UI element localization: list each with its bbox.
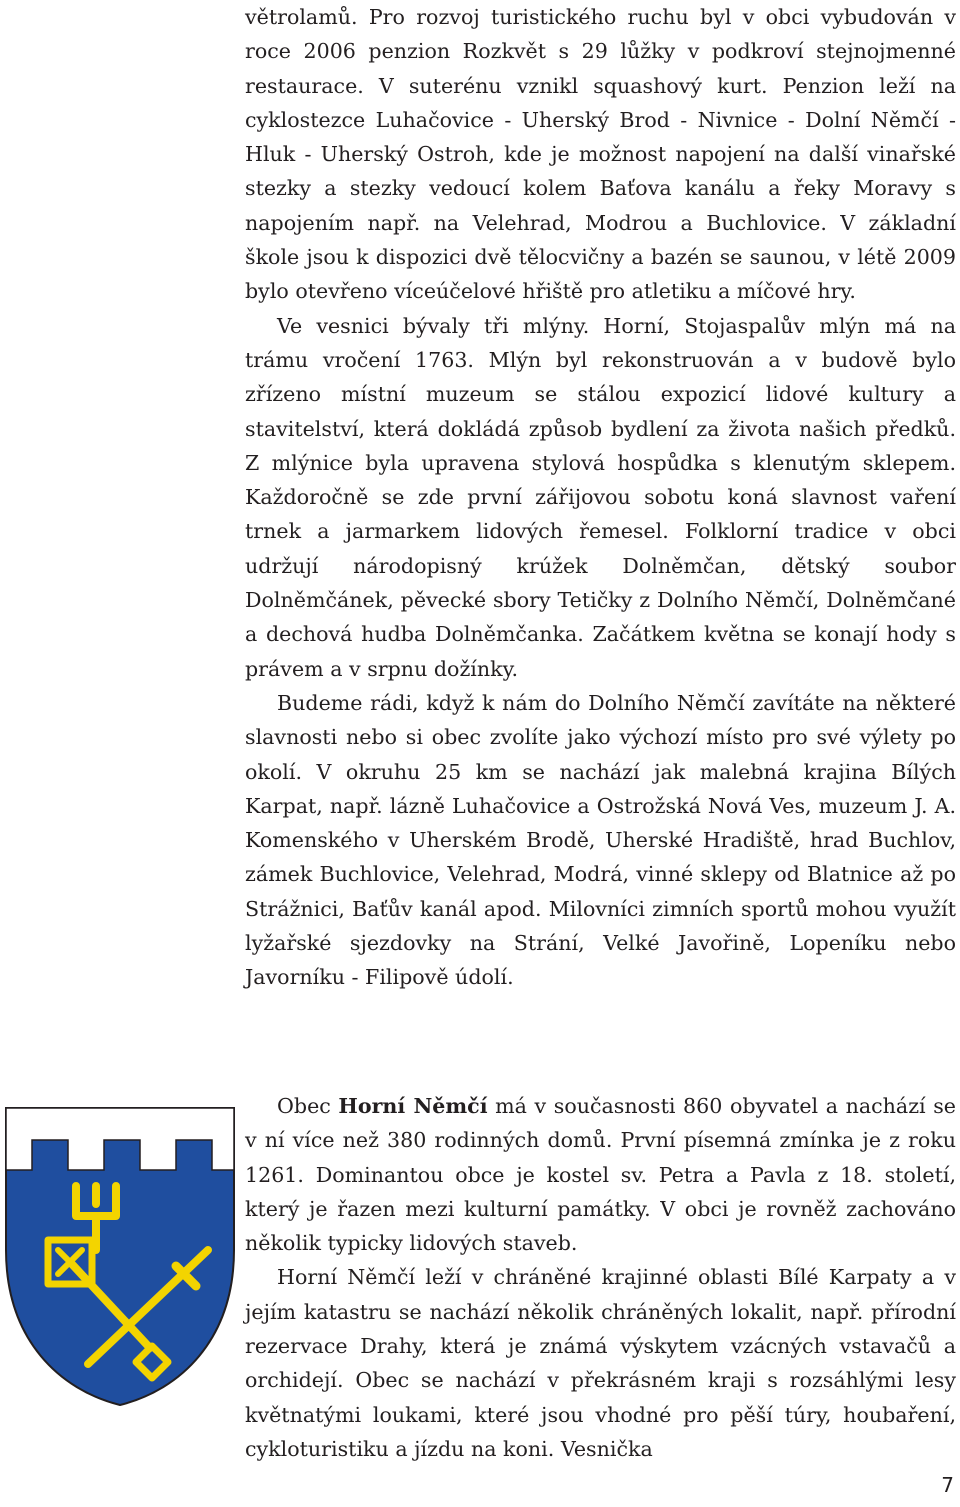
text-run: Obec [277,1094,339,1118]
paragraph: Horní Němčí leží v chráněné krajinné oblasti Bílé Karpaty a v jejím katastru se nachází několik chráněných lokalit, např. přírodní rezervace Drahy, která je známá výskytem vzácných vstavačů a orchidejí. Obec se nachází v překrásném kraji s rozsáhlými lesy květnatými loukami, které jsou vhodné pro pěší túry, houbaření, cykloturistiku a jízdu na koni. Vesnička [245,1265,956,1461]
village-name: Horní Němčí [338,1094,488,1118]
paragraph: větrolamů. Pro rozvoj turistického ruchu byl v obci vybudován v roce 2006 penzion Rozkvět s 29 lůžky v podkroví stejnojmenné restaurace. V suterénu vznikl squashový kurt. Penzion leží na cyklostezce Luhačovice - Uherský Brod - Nivnice - Dolní Němčí - Hluk - Uherský Ostroh, kde je možnost napojení na další vinařské stezky a stezky vedoucí kolem Baťova kanálu a řeky Moravy s napojením např. na Velehrad, Modrou a Buchlovice. V základní škole jsou k dispozici dvě tělocvičny a bazén se saunou, v létě 2009 bylo otevřeno víceúčelové hřiště pro atletiku a míčové hry. [245,5,956,304]
text-run: má v současnosti 860 obyvatel a nachází se v ní více než 380 rodinných domů. První písemná zmínka je z roku 1261. Dominantou obce je kostel sv. Petra a Pavla z 18. století, který je řazen mezi kulturní památky. V obci je rovněž zachováno několik typicky lidových staveb. [245,1094,956,1256]
paragraph: Ve vesnici bývaly tři mlýny. Horní, Stojaspalův mlýn má na trámu vročení 1763. Mlýn byl rekonstruován a v budově bylo zřízeno místní muzeum se stálou expozicí lidové kultury a stavitelství, která dokládá způsob bydlení za života našich předků. Z mlýnice byla upravena stylová hospůdka s klenutým sklepem. Každoročně se zde první zářijovou sobotu koná slavnost vaření trnek a jarmarkem lidových řemesel. Folklorní tradice v obci udržují národopisný krúžek Dolněmčan, dětský soubor Dolněmčánek, pěvecké sbory Tetičky z Dolního Němčí, Dolněmčané a dechová hudba Dolněmčanka. Začátkem května se konají hody s právem a v srpnu dožínky. [245,313,956,681]
article-horni-nemci [245,1089,956,1466]
paragraph [245,1089,956,1260]
page-number: 7 [941,1473,954,1497]
paragraph: Budeme rádi, když k nám do Dolního Němčí zavítáte na některé slavnosti nebo si obec zvolíte jako výchozí místo pro své výlety po okolí. V okruhu 25 km se nachází jak malebná krajina Bílých Karpat, např. lázně Luhačovice a Ostrožská Nová Ves, muzeum J. A. Komenského v Uherském Brodě, Uherské Hradiště, hrad Buchlov, zámek Buchlovice, Velehrad, Modrá, vinné sklepy od Blatnice až po Strážnici, Baťův kanál apod. Milovníci zimních sportů mohou využít lyžařské sjezdovky na Strání, Velké Javořině, Lopeníku nebo Javorníku - Filipově údolí. [245,690,956,990]
article-top [245,0,956,995]
coat-of-arms-icon [0,1100,240,1410]
